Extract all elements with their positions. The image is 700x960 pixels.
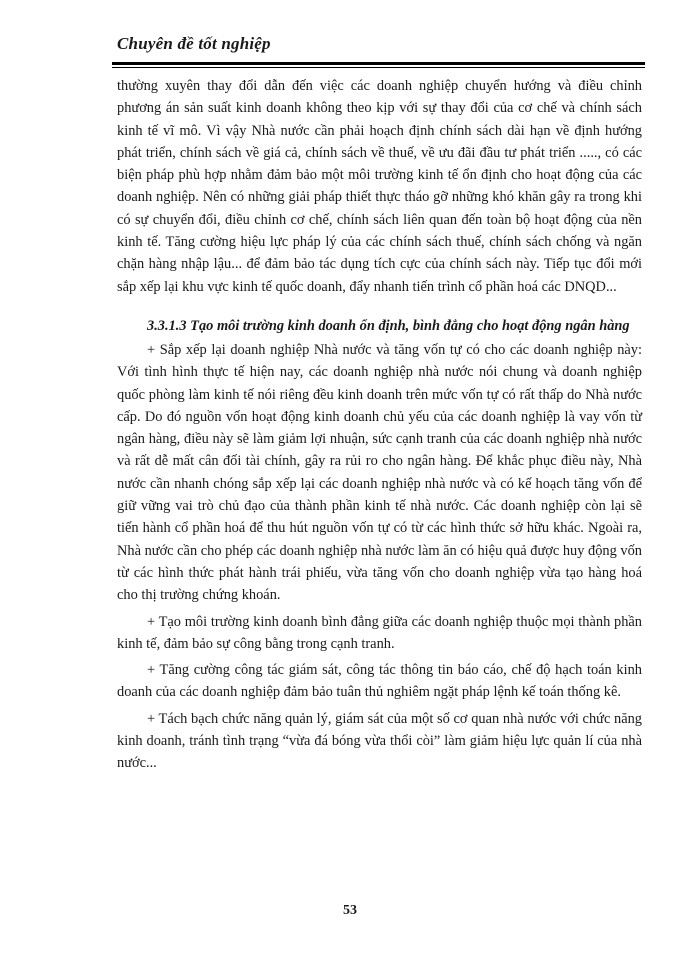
header-rule-thin <box>112 67 645 68</box>
body-text <box>117 75 642 775</box>
header-rule-thick <box>112 62 645 65</box>
paragraph-supervision: + Tăng cường công tác giám sát, công tác thông tin báo cáo, chế độ hạch toán kinh doanh của các doanh nghiệp đảm bảo tuân thủ nghiêm ngặt pháp lệnh kế toán thống kê. <box>117 662 642 701</box>
header-title: Chuyên đề tốt nghiệp <box>117 34 271 53</box>
paragraph-restructure: + Sắp xếp lại doanh nghiệp Nhà nước và tăng vốn tự có cho các doanh nghiệp này: Với tình hình thực tế hiện nay, các doanh nghiệp nhà nước nói chung và doanh nghiệp quốc phòng làm kinh tế nói riêng đều kinh doanh trên mức vốn tự có rất thấp do Nhà nước cấp. Do đó nguồn vốn hoạt động kinh doanh chủ yếu của các doanh nghiệp là vay vốn từ ngân hàng, điều này sẽ làm giảm lợi nhuận, sức cạnh tranh của các doanh nghiệp nhà nước và rất dễ mất cân đối tài chính, gây ra rủi ro cho ngân hàng. Để khắc phục điều này, Nhà nước cần nhanh chóng sắp xếp lại các doanh nghiệp nhà nước và có kế hoạch tăng vốn để giữ vững vai trò chủ đạo của thành phần kinh tế nhà nước. Các doanh nghiệp còn lại sẽ tiến hành cổ phần hoá để thu hút nguồn vốn tự có từ các hình thức sở hữu khác. Ngoài ra, Nhà nước cần cho phép các doanh nghiệp nhà nước làm ăn có hiệu quả được huy động vốn từ các hình thức phát hành trái phiếu, vừa tăng vốn cho doanh nghiệp vừa tạo hàng hoá cho thị trường chứng khoán. <box>117 341 642 604</box>
paragraph-continuation: thường xuyên thay đổi dẫn đến việc các doanh nghiệp chuyển hướng và điều chỉnh phương án sản suất kinh doanh không theo kịp với sự thay đổi của cơ chế và chính sách kinh tế vĩ mô. Vì vậy Nhà nước cần phải hoạch định chính sách dài hạn về định hướng phát triển, chính sách về giá cả, chính sách về thuế, về ưu đãi đầu tư phát triển ....., có các biện pháp phù hợp nhằm đảm bảo một môi trường kinh tế ổn định cho hoạt động của các doanh nghiệp. Nên có những giải pháp thiết thực tháo gỡ những khó khăn gây ra trong khi có sự chuyển đổi, điều chỉnh cơ chế, chính sách liên quan đến toàn bộ hoạt động của nền kinh tế. Tăng cường hiệu lực pháp lý của các chính sách thuế, chính sách chống và ngăn chặn hàng nhập lậu... để đảm bảo tác dụng tích cực của chính sách này. Tiếp tục đổi mới sắp xếp lại khu vực kinh tế quốc doanh, đẩy nhanh tiến trình cổ phần hoá các DNQD... <box>117 78 642 295</box>
paragraph-separation: + Tách bạch chức năng quản lý, giám sát của một số cơ quan nhà nước với chức năng kinh doanh, tránh tình trạng “vừa đá bóng vừa thổi còi” làm giảm hiệu lực quản lí của nhà nước... <box>117 710 642 772</box>
page-number: 53 <box>343 903 357 918</box>
section-heading: 3.3.1.3 Tạo môi trường kinh doanh ổn định, bình đẳng cho hoạt động ngân hàng <box>147 317 630 334</box>
paragraph-equal-environment: + Tạo môi trường kinh doanh bình đẳng giữa các doanh nghiệp thuộc mọi thành phần kinh tế, đảm bảo sự công bằng trong cạnh tranh. <box>117 613 642 652</box>
